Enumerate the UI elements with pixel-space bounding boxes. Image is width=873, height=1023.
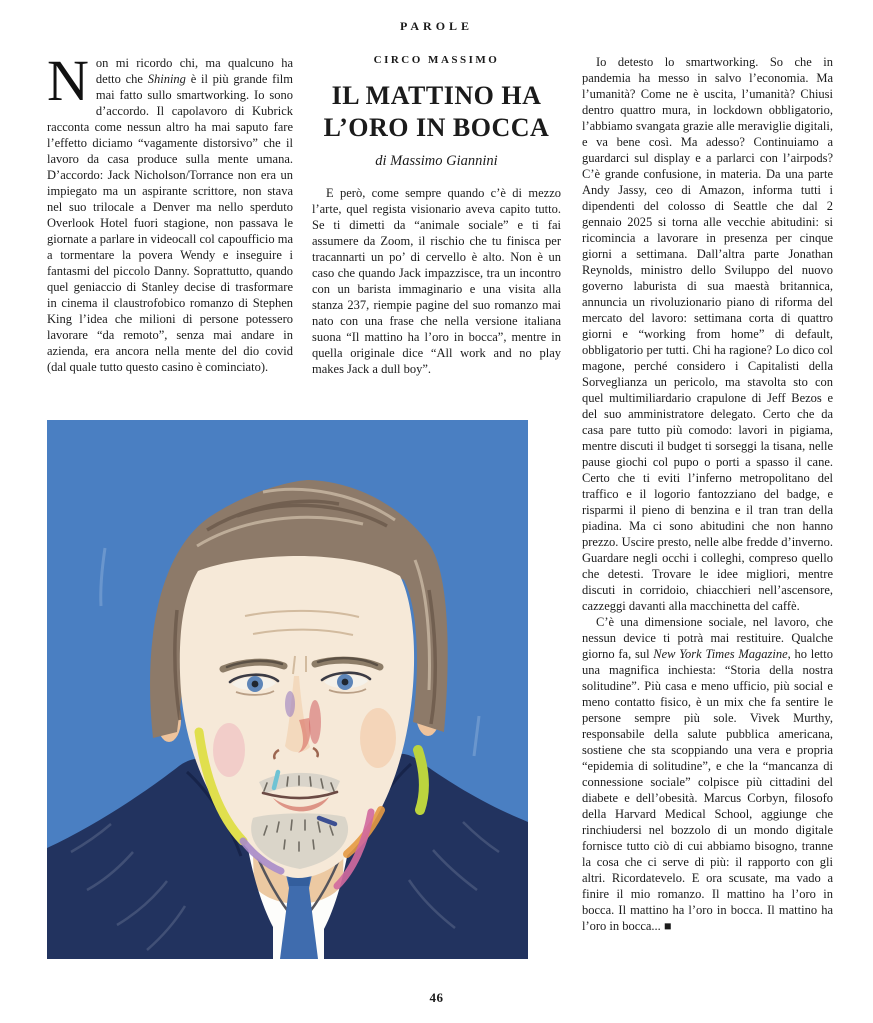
center-paragraph: E però, come sempre quando c’è di mezzo l’arte, quel regista visionario aveva capito tutto. Se ti dimetti da “animale sociale” e ti fai assumere da Zoom, il rischio che tu finisca per tracannarti un po’ di cervello è alto. Non è un caso che quando Jack impazzisce, tra un incontro con un barista immaginario e una visita alla stanza 237, riempie pagine del suo romanzo mai nato con una frase che nella versione italiana suona “Il mattino ha l’oro in bocca”, mentre in quella originale dice “All work and no play makes Jack a dull boy”. [312, 186, 561, 377]
column-center [312, 48, 561, 416]
purple-accent [285, 691, 295, 717]
green-ear-accent [418, 750, 424, 810]
left-eye [230, 675, 278, 695]
kicker: CIRCO MASSIMO [373, 54, 500, 66]
article-title [312, 80, 561, 143]
left-opening-paragraph [47, 55, 293, 375]
right-cheek-shade [360, 708, 396, 768]
portrait-svg [47, 420, 528, 959]
right-eye [322, 673, 370, 693]
title-line-2: L’ORO IN BOCCA [323, 112, 550, 142]
page-number: 46 [429, 990, 444, 1005]
section-label: PAROLE [399, 19, 474, 33]
dropcap: N [47, 55, 89, 113]
title-line-1: IL MATTINO HA [331, 81, 542, 110]
right-paragraph-1: Io detesto lo smartworking. So che in pandemia ha messo in salvo l’economia. Ma l’umanità? Come ne è uscita, l’umanità? Chiusi dentro quattro mura, in lockdown obbligatorio, l’abbiamo svangata grazie alle meraviglie digitali, e va bene così. Ma adesso? Continuiamo a guardarci sul display e a parlarci con l’airpods? C’è grande confusione, in materia. Da una parte Andy Jassy, ceo di Amazon, informa tutti i dipendenti del colosso di Seattle che dal 2 gennaio 2025 si torna alle vecchie abitudini: si ricomincia a lavorare in presenza per cinque giorni a settimana. Dall’altra parte Jonathan Reynolds, ministro dello Sviluppo del nuovo governo laburista di sua maestà britannica, annuncia un rivoluzionario piano di riforma del mercato del lavoro: settimana corta di quattro giorni e “working from home” di default, obbligatorio per tutti. Chi ha ragione? Lo dico col magone, perché considero i Capitalisti della Sorveglianza un pericolo, ma stavolta sto con quel multimiliardario crapulone di Jeff Bezos e del suo amministratore delegato. Certo che da casa pare tutto più comodo: lavori in pigiama, mentre discuti il budget ti sorseggi la tisana, nelle pause giochi col pupo o porti a spasso il cane. Certo che ti eviti l’inferno metropolitano del traffico e il logorio fantozziano del badge, e risparmi il pieno di benzina e il tran tran della piadina. Ma ci sono abitudini che non hanno prezzo. Uscire presto, nelle albe fredde d’inverno. Guardare negli occhi i colleghi, compreso quello che detesti. Trovare le idee migliori, mentre discuti in corridoio, chiacchieri nell’ascensore, cazzeggi davanti alla macchinetta del caffè. [582, 55, 833, 613]
left-paragraph-text: on mi ricordo chi, ma qualcuno ha detto che Shining è il più grande film mai fatto sullo smartworking. Io sono d’accordo. Il capolavoro di Kubrick racconta come nessun altro ha mai saputo fare l’effetto diciamo “vagamente distorsivo” che il lavoro da casa produce sulla mente umana. D’accordo: Jack Nicholson/Torrance non era un impiegato ma un aspirante scrittore, non stava nel suo trilocale a Denver ma nello sperduto Overlook Hotel fuori stagione, non passava le giornate a parlare in videocall col capoufficio ma a tormentare la povera Wendy e inseguire i fantasmi del piccolo Danny. Soprattutto, quando quel geniaccio di Stanley decise di trasformare in cinema il claustrofobico romanzo di Stephen King l’idea che milioni di persone potessero lavorare “da remoto”, senza mai andare in azienda, era ancora nella mente del dio covid (dal quale tutto questo casino è cominciato). [47, 56, 293, 374]
byline: di Massimo Giannini [375, 153, 498, 170]
left-cheek-blush [213, 723, 245, 777]
column-right [582, 54, 833, 1002]
right-paragraph-2: C’è una dimensione sociale, nel lavoro, che nessun device ti potrà mai restituire. Qualche giorno fa, sul New York Times Magazine, ho letto una magnifica inchiesta: “Storia della nostra solitudine”. Più casa e meno ufficio, più social e meno contatto fisico, è un mix che fa sentire le persone sempre più sole. Vivek Murthy, responsabile della salute pubblica americana, sostiene che sta scoppiando una vera e propria “epidemia di solitudine”, e che la “mancanza di connessione sociale” colpisce più cittadini del diabete e dell’obesità. Marcus Corbyn, filosofo della Harvard Medical School, aggiunge che rinchiudersi nel bozzolo di un mondo digitale fornisce tutto ciò di cui abbiamo bisogno, tranne la cosa che ci serve di più: il rapporto con gli altri. Ricordatevelo. E ora scusate, ma vado a finire il mio romanzo. Il mattino ha l’oro in bocca. Il mattino ha l’oro in bocca. Il mattino ha l’oro in bocca... ■ [582, 615, 833, 933]
portrait-illustration [47, 420, 528, 959]
column-left [47, 55, 293, 415]
